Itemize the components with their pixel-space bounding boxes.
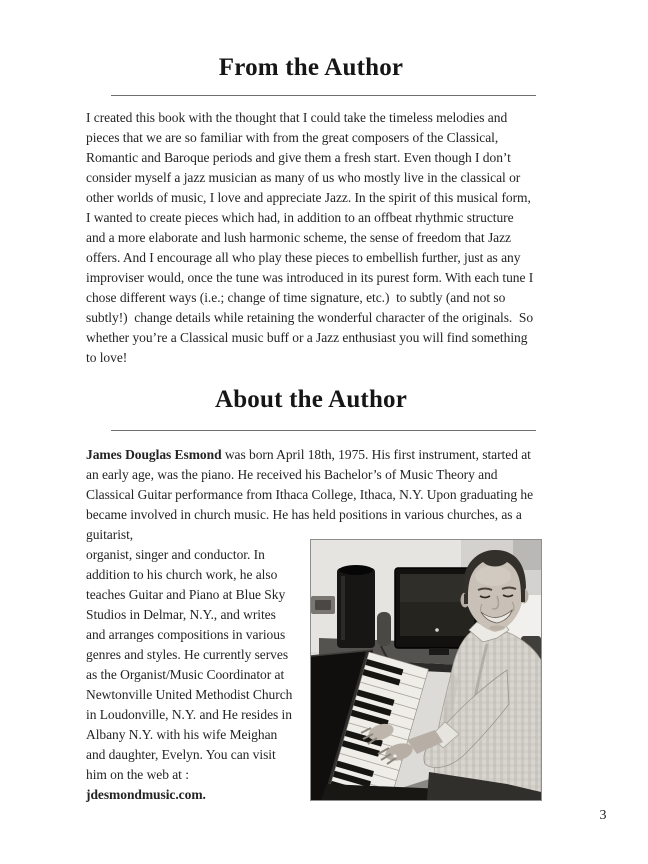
from-author-divider xyxy=(111,95,536,96)
speaker xyxy=(337,565,375,648)
author-photo-illustration xyxy=(311,540,541,800)
about-author-intro xyxy=(86,445,536,545)
from-author-title: From the Author xyxy=(218,54,404,81)
from-author-paragraph: I created this book with the thought that I could take the timeless melodies and pieces that we are so familiar with from the great composers of the Classical, Romantic and Baroque periods and give them a fresh start. Even though I don’t consider myself a jazz musician as many of us who mostly live in the classical or other worlds of music, I love and appreciate Jazz. In the spirit of this musical form, I wanted to create pieces which had, in addition to an offbeat rhythmic structure and a more elaborate and lush harmonic scheme, the sense of freedom that Jazz offers. And I encourage all who play these pieces to embellish further, just as any improviser would, once the tune was introduced in its purest form. With each tune I chose different ways (i.e.; change of time signature, etc.) to subtly (and not so subtly!) change details while retaining the wonderful character of the originals. So whether you’re a Classical music buff or a Jazz enthusiast you will find something to love! xyxy=(86,110,537,365)
about-author-column: organist, singer and conductor. In addition to his church work, he also teaches Guitar and Piano at Blue Sky Studios in Delmar, N.Y., and writes and arranges compositions in various genres and styles. He currently serves as the Organist/Music Coordinator at Newtonville United Methodist Church in Loudonville, N.Y. and He resides in Albany N.Y. with his wife Meighan and daughter, Evelyn. You can visit him on the web at : xyxy=(86,547,296,782)
author-name: James Douglas Esmond xyxy=(86,447,222,462)
author-photo xyxy=(310,539,542,801)
small-speaker xyxy=(377,612,391,646)
ring xyxy=(393,754,396,757)
from-the-author-section xyxy=(86,54,536,368)
about-author-intro-text: was born April 18th, 1975. His first instrument, started at an early age, was the piano. He received his Bachelor’s of Music Theory and Classical Guitar performance from Ithaca College, Ithaca, N.Y. Upon graduating he became involved in church music. He has held positions in various churches, as a guitarist, xyxy=(86,447,537,542)
author-website: jdesmondmusic.com. xyxy=(86,787,206,802)
page-number: 3 xyxy=(599,808,607,823)
about-author-title: About the Author xyxy=(214,386,408,413)
about-author-divider xyxy=(111,430,536,431)
